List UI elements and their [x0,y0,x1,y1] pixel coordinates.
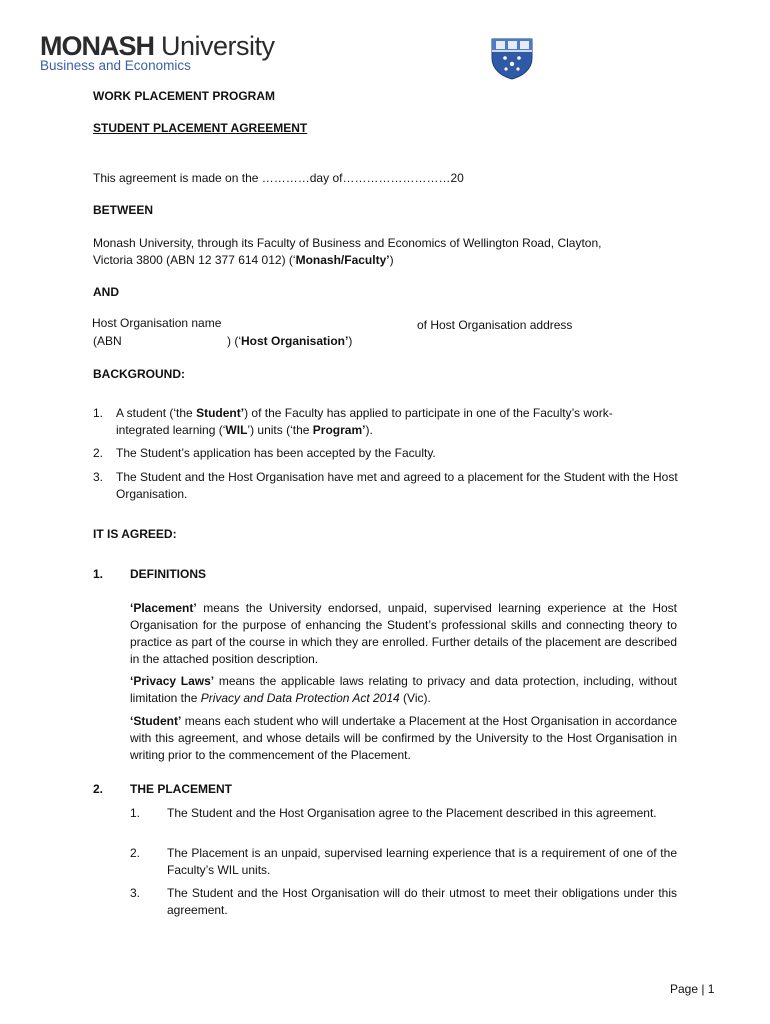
definition-privacy-laws [130,673,677,707]
section-2-number: 2. [93,782,104,796]
page-number: Page | 1 [670,982,715,996]
definition-text: means the applicable laws relating to privacy and data protection, including, without limitation the [130,674,678,705]
list-number: 2. [93,446,104,460]
text-run: ) of the Faculty has applied to participate in one of the Faculty’s work- [244,406,613,420]
background-item [93,469,678,503]
background-heading: BACKGROUND: [93,367,185,381]
host-abn-label: (ABN [93,334,122,348]
host-organisation-address-field: of Host Organisation address [417,318,573,332]
list-item-text [116,405,683,439]
host-party-line [227,333,352,350]
host-party-close: ) [348,334,353,348]
placement-clause [130,885,677,919]
monash-party-defined-term: Monash/Faculty’ [295,253,390,267]
background-item [93,445,683,462]
definition-text: (Vic). [399,691,431,705]
defined-term: ‘Privacy Laws’ [130,674,215,688]
logo-faculty: Business and Economics [40,58,191,73]
act-title: Privacy and Data Protection Act 2014 [200,691,400,705]
definition-text: means the University endorsed, unpaid, supervised learning experience at the Host Organisation for the purpose of enhancing the Student’s professional skills and connecting theory to practice as part of the course in which they are enrolled. Further details of the placement are described in the attached position description. [130,601,677,666]
logo-university: University [154,31,275,61]
clause-number: 1. [130,806,141,820]
list-item-text: The Student and the Host Organisation have met and agreed to a placement for the Student with the Host Organisation. [116,470,678,501]
placement-clause [130,805,677,822]
monash-party-line-1: Monash University, through its Faculty of Business and Economics of Wellington Road, Clayton, [93,236,602,250]
defined-term: WIL [225,423,248,437]
definition-placement [130,600,677,668]
list-number: 1. [93,406,104,420]
defined-term: Program’ [312,423,366,437]
between-heading: BETWEEN [93,203,153,217]
program-title: WORK PLACEMENT PROGRAM [93,89,275,103]
list-item-text: The Student’s application has been accepted by the Faculty. [116,446,436,460]
clause-number: 2. [130,846,141,860]
monash-party-line-2 [93,252,394,269]
host-party-open: ) (‘ [227,334,241,348]
definition-student [130,713,677,764]
defined-term: ‘Student’ [130,714,182,728]
it-is-agreed-heading: IT IS AGREED: [93,527,177,541]
monash-party-close: ) [389,253,394,267]
list-number: 3. [93,470,104,484]
agreement-date-line: This agreement is made on the …………day of………………………20 [93,171,464,185]
section-1-title: DEFINITIONS [130,567,207,581]
clause-text: The Student and the Host Organisation will do their utmost to meet their obligations under this agreement. [167,886,677,917]
text-run: ). [365,423,373,437]
defined-term: ‘Placement’ [130,601,197,615]
monash-party-text: Victoria 3800 (ABN 12 377 614 012) (‘ [93,253,296,267]
text-run: integrated learning (‘ [116,423,226,437]
agreement-title: STUDENT PLACEMENT AGREEMENT [93,121,308,135]
text-run: ’) units (‘the [247,423,313,437]
definition-text: means each student who will undertake a Placement at the Host Organisation in accordance with this agreement, and whose details will be confirmed by the University to the Host Organisation in writing prior to the commencement of the Placement. [130,714,677,762]
and-heading: AND [93,285,119,299]
host-organisation-name-field: Host Organisation name [92,316,222,330]
clause-number: 3. [130,886,141,900]
host-party-defined-term: Host Organisation’ [241,334,349,348]
clause-text: The Placement is an unpaid, supervised learning experience that is a requirement of one of the Faculty’s WIL units. [167,846,677,877]
placement-clause [130,845,677,879]
university-crest-icon [488,36,536,80]
logo-monash: MONASH [40,31,154,61]
section-2-title: THE PLACEMENT [130,782,232,796]
defined-term: Student’ [196,406,245,420]
clause-text: The Student and the Host Organisation agree to the Placement described in this agreement. [167,806,657,820]
text-run: A student (‘the [116,406,197,420]
section-1-number: 1. [93,567,104,581]
background-item [93,405,683,439]
